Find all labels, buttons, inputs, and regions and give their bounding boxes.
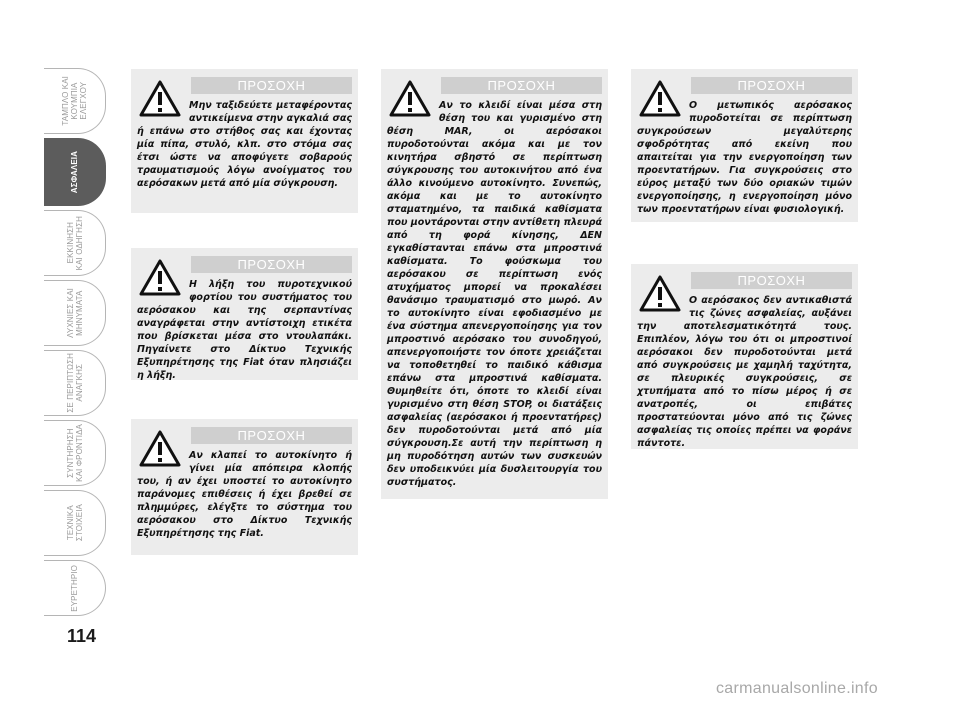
tab-emergency[interactable]: [44, 350, 106, 416]
warning-box-5: [631, 69, 858, 222]
warning-header: ΠΡΟΣΟΧΗ: [191, 256, 352, 273]
watermark: carmanualsonline.info: [716, 680, 878, 697]
warning-header: ΠΡΟΣΟΧΗ: [441, 77, 602, 94]
warning-box-6: [631, 264, 858, 449]
warning-text: Ο μετωπικός αερόσακος πυροδοτείται σε περίπτωση συγκρούσεων μεγαλύτερης σφοδρότητας από εκείνη που απαιτείται για την ενεργοποίηση των προεντατήρων. Για συγκρούσεις στο εύρος μεταξύ των δύο οριακών τιμών ενεργοποίησης, η ενεργοποίηση μόνο των προεντατήρων είναι φυσιολογική.: [637, 100, 852, 215]
page-number: 114: [67, 626, 97, 646]
tab-warning-lights[interactable]: [44, 280, 106, 346]
tab-controls[interactable]: [44, 68, 106, 134]
tab-controls-label: ΤΑΜΠΛΟ ΚΑΙ ΚΟΥΜΠΙΑ ΕΛΕΓΧΟΥ: [61, 76, 88, 126]
tab-safety-label: ΑΣΦΑΛΕΙΑ: [70, 150, 79, 194]
warning-box-4: [381, 69, 608, 499]
warning-box-3: [131, 419, 358, 555]
warning-text: Αν το κλειδί είναι μέσα στη θέση του και γυρισμένο στη θέση MAR, οι αερόσακοι πυροδοτούνται ακόμα και με τον κινητήρα σβηστό σε περίπτωση σύγκρουσης του αυτοκινήτου από ένα άλλο κινούμενο αυτοκίνητο. Συνεπώς, ακόμα και με το αυτοκίνητο σταματημένο, τα παιδικά καθίσματα που μοντάρονται στην αντίθετη πλευρά από τη φορά κίνησης, ΔΕΝ εγκαθίστανται επάνω στα μπροστινά καθίσματα. Το φούσκωμα του αερόσακου σε περίπτωση ενός ατυχήματος μπορεί να προκαλέσει θανάσιμο τραυματισμό στο μωρό. Αν το αυτοκίνητο είναι εφοδιασμένο με ένα σύστημα απενεργοποίησης για τον μπροστινό αερόσακο του συνοδηγού, απενεργοποιήστε τον όποτε χρειάζεται να τοποθετηθεί το παιδικό κάθισμα επάνω στα μπροστινά καθίσματα. Θυμηθείτε ότι, όποτε το κλειδί είναι γυρισμένο στη θέση STOP, οι διατάξεις ασφαλείας (αερόσακοι ή προεντατήρες) δεν πυροδοτούνται μετά από μία σύγκρουση.Σε αυτή την περίπτωση η μη πυροδότηση αυτών των συσκευών δεν υποδεικνύει μία δυσλειτουργία του συστήματος.: [387, 100, 603, 488]
tab-starting-driving[interactable]: [44, 210, 106, 276]
tab-index[interactable]: [44, 560, 106, 616]
tab-maintenance-label: ΣΥΝΤΗΡΗΣΗ ΚΑΙ ΦΡΟΝΤΙΔΑ: [65, 424, 84, 482]
tab-technical-data-label: ΤΕΧΝΙΚΑ ΣΤΟΙΧΕΙΑ: [65, 504, 84, 542]
warning-header: ΠΡΟΣΟΧΗ: [691, 77, 852, 94]
tab-starting-driving-label: ΕΚΚΙΝΗΣΗ ΚΑΙ ΟΔΗΓΗΣΗ: [65, 215, 84, 271]
tab-maintenance[interactable]: [44, 420, 106, 486]
tab-warning-lights-label: ΛΥΧΝΙΕΣ ΚΑΙ ΜΗΝΥΜΑΤΑ: [65, 288, 84, 338]
warning-text: Ο αερόσακος δεν αντικαθιστά τις ζώνες ασφαλείας, αυξάνει την αποτελεσματικότητά τους. Επιπλέον, λόγω του ότι οι μπροστινοί αερόσακοι δεν πυροδοτούνται μετά από συγκρούσεις με χαμηλή ταχύτητα, σε πλευρικές συγκρούσεις, σε χτυπήματα από το πίσω μέρος ή σε ανατροπές, οι επιβάτες προστατεύονται μόνο από τις ζώνες ασφαλείας τις οποίες πρέπει να φοράνε πάντοτε.: [637, 295, 852, 449]
warning-header: ΠΡΟΣΟΧΗ: [191, 77, 352, 94]
warning-text: Αν κλαπεί το αυτοκίνητο ή γίνει μία απόπειρα κλοπής του, ή αν έχει υποστεί το αυτοκίνητο παράνομες επιθέσεις ή έχει βρεθεί σε πλημμύρες, ελέγξτε το σύστημα του αερόσακου στο Δίκτυο Τεχνικής Εξυπηρέτησης της Fiat.: [137, 450, 352, 539]
tab-safety[interactable]: [44, 138, 106, 206]
warning-text: Η λήξη του πυροτεχνικού φορτίου του συστήματος του αερόσακου και της σερπαντίνας αναγράφεται στην αντίστοιχη ετικέτα που βρίσκεται μέσα στο ντουλαπάκι. Πηγαίνετε στο Δίκτυο Τεχνικής Εξυπηρέτησης της Fiat όταν πλησιάζει η λήξη.: [137, 279, 352, 381]
warning-box-1: [131, 69, 358, 213]
tab-emergency-label: ΣΕ ΠΕΡΙΠΤΩΣΗ ΑΝΑΓΚΗΣ: [65, 353, 84, 413]
warning-header: ΠΡΟΣΟΧΗ: [691, 272, 852, 289]
warning-box-2: [131, 248, 358, 380]
warning-text: Μην ταξιδεύετε μεταφέροντας αντικείμενα στην αγκαλιά σας ή επάνω στο στήθος σας και έχοντας μία πίπα, στυλό, κλπ. στο στόμα σας έτσι ώστε να αποφύγετε σοβαρούς τραυματισμούς λόγω ανοίγματος του αερόσακων μετά από μία σύγκρουση.: [137, 100, 352, 189]
warning-header: ΠΡΟΣΟΧΗ: [191, 427, 352, 444]
tab-index-label: ΕΥΡΕΤΗΡΙΟ: [70, 564, 79, 612]
tab-technical-data[interactable]: [44, 490, 106, 556]
